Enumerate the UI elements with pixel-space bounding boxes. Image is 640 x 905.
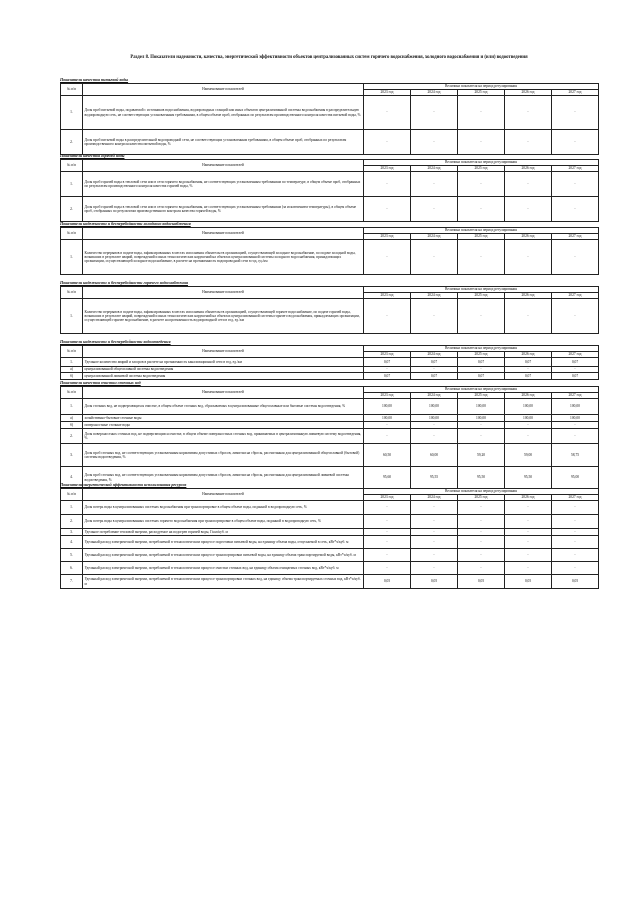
indicator-value: -	[505, 96, 552, 130]
indicator-value: -	[458, 367, 505, 373]
indicator-value: -	[552, 197, 599, 222]
indicator-value: 100,00	[364, 415, 411, 422]
header-year: 2024 год	[411, 293, 458, 299]
indicator-value: 100,00	[411, 415, 458, 422]
indicator-table	[60, 227, 599, 275]
indicator-value: 95,60	[364, 467, 411, 489]
table-row	[61, 240, 599, 275]
header-num: № п/п	[61, 160, 83, 172]
indicator-value: -	[364, 549, 411, 562]
indicator-value: -	[411, 130, 458, 155]
indicator-value: 100,00	[458, 415, 505, 422]
indicator-value: -	[411, 562, 458, 575]
header-year: 2024 год	[411, 90, 458, 96]
table-row	[61, 529, 599, 536]
indicator-value: 95,50	[505, 467, 552, 489]
header-period: Величина показателя на период регулирования	[364, 489, 599, 495]
indicator-value: -	[411, 240, 458, 275]
indicator-value: 0,07	[458, 358, 505, 367]
indicator-name: централизованной общесплавной системы водоотведения	[83, 367, 364, 373]
table-row	[61, 172, 599, 197]
table-row	[61, 422, 599, 429]
row-number: 2.	[61, 515, 83, 529]
indicator-value: -	[364, 422, 411, 429]
header-year: 2027 год	[552, 166, 599, 172]
header-year: 2023 год	[364, 293, 411, 299]
page-title: Раздел 8. Показатели надежности, качества, энергетической эффективности объектов централизованных систем горячего водоснабжения, холодного водоснабжения и (или) водоотведения	[130, 55, 528, 60]
section-title: Показатели энергетической эффективности использования ресурсов	[60, 482, 187, 487]
indicator-table	[60, 386, 599, 489]
indicator-value: -	[364, 96, 411, 130]
row-number: 2.	[61, 429, 83, 444]
indicator-value: -	[505, 172, 552, 197]
header-year: 2026 год	[505, 393, 552, 399]
indicator-value: -	[364, 299, 411, 334]
header-year: 2027 год	[552, 234, 599, 240]
indicator-value: 100,00	[552, 415, 599, 422]
header-num: № п/п	[61, 84, 83, 96]
row-number: 5.	[61, 549, 83, 562]
indicator-value: -	[411, 96, 458, 130]
indicator-value: -	[458, 422, 505, 429]
indicator-value: -	[505, 549, 552, 562]
indicator-name: Удельный расход электрической энергии, потребляемой в технологическом процессе транспортировки питьевой воды, на единицу объема транспортируемой воды, кВт*ч/куб. м	[83, 549, 364, 562]
table-row	[61, 299, 599, 334]
indicator-name: Доля проб горячей воды в тепловой сети или в сети горячего водоснабжения, не соответствующих установленным требованиям (за исключением температуры), в общем объеме проб, отобранных по результатам производственного контроля качества горячей воды, %	[83, 197, 364, 222]
indicator-value: 0,07	[458, 373, 505, 380]
header-year: 2026 год	[505, 495, 552, 501]
header-name: Наименование показателей	[83, 287, 364, 299]
table-row	[61, 444, 599, 467]
indicator-value: 0,05	[505, 575, 552, 589]
row-number: 3.	[61, 444, 83, 467]
header-year: 2023 год	[364, 166, 411, 172]
header-year: 2027 год	[552, 90, 599, 96]
header-name: Наименование показателей	[83, 228, 364, 240]
indicator-name: поверхностные сточные воды	[83, 422, 364, 429]
indicator-name: Удельный расход электрической энергии, потребляемой в технологическом процессе транспортировки сточных вод, на единицу объема транспортируемых сточных вод, кВт*ч/куб. м	[83, 575, 364, 589]
indicator-value: -	[505, 240, 552, 275]
indicator-name: Удельный расход электрической энергии, потребляемой в технологическом процессе подготовки питьевой воды, на единицу объема воды, отпускаемой в сеть, кВт*ч/куб. м	[83, 536, 364, 549]
indicator-value: 60,00	[411, 444, 458, 467]
indicator-value: -	[552, 515, 599, 529]
indicator-name: Доля проб питьевой воды, подаваемой с источников водоснабжения, водопроводных станций или иных объектов централизованной системы водоснабжения в распределительную водопроводную сеть, не соответствующих установленным требованиям, в общем объеме проб, отобранных по результатам производственного контроля качества питьевой воды, %	[83, 96, 364, 130]
row-number: б)	[61, 373, 83, 380]
indicator-value: -	[552, 96, 599, 130]
indicator-value: -	[552, 562, 599, 575]
indicator-value: 0,05	[458, 575, 505, 589]
indicator-value: 100,00	[552, 399, 599, 415]
indicator-value: 0,07	[552, 373, 599, 380]
indicator-value: -	[458, 515, 505, 529]
indicator-value: -	[458, 299, 505, 334]
header-period: Величина показателя на период регулирования	[364, 228, 599, 234]
indicator-name: Удельное количество аварий и засоров в расчете на протяженность канализационной сети в год, ед./км	[83, 358, 364, 367]
indicator-value: -	[364, 515, 411, 529]
indicator-value: 58,75	[552, 444, 599, 467]
indicator-value: -	[552, 529, 599, 536]
indicator-value: 0,07	[411, 373, 458, 380]
row-number: 2.	[61, 130, 83, 155]
table-row	[61, 549, 599, 562]
indicator-value: -	[364, 172, 411, 197]
indicator-value: -	[411, 529, 458, 536]
indicator-value: 100,00	[411, 399, 458, 415]
indicator-value: -	[505, 529, 552, 536]
indicator-value: -	[364, 240, 411, 275]
header-year: 2025 год	[458, 393, 505, 399]
indicator-value: 0,07	[552, 358, 599, 367]
indicator-value: -	[411, 299, 458, 334]
indicator-value: 60,50	[364, 444, 411, 467]
indicator-value: -	[411, 197, 458, 222]
header-year: 2025 год	[458, 352, 505, 358]
indicator-value: 100,00	[458, 399, 505, 415]
row-number: а)	[61, 415, 83, 422]
table-row	[61, 399, 599, 415]
section-title: Показатели надежности и бесперебойности горячего водоснабжения	[60, 280, 188, 285]
row-number: 2.	[61, 197, 83, 222]
table-row	[61, 562, 599, 575]
header-year: 2025 год	[458, 234, 505, 240]
header-year: 2026 год	[505, 352, 552, 358]
indicator-name: Доля сточных вод, не подвергающихся очистке, в общем объеме сточных вод, сбрасываемых в централизованные общесплавные или бытовые системы водоотведения, %	[83, 399, 364, 415]
header-period: Величина показателя на период регулирования	[364, 287, 599, 293]
header-period: Величина показателя на период регулирования	[364, 346, 599, 352]
indicator-value: 59,00	[505, 444, 552, 467]
indicator-value: -	[364, 130, 411, 155]
indicator-value: -	[552, 367, 599, 373]
header-year: 2023 год	[364, 90, 411, 96]
indicator-name: хозяйственно-бытовые сточные воды	[83, 415, 364, 422]
indicator-table	[60, 286, 599, 334]
indicator-value: 95,50	[458, 467, 505, 489]
table-row	[61, 130, 599, 155]
header-period: Величина показателя на период регулирования	[364, 160, 599, 166]
row-number: 4.	[61, 536, 83, 549]
header-year: 2025 год	[458, 495, 505, 501]
indicator-value: -	[505, 536, 552, 549]
indicator-value: -	[458, 240, 505, 275]
indicator-value: 95,55	[411, 467, 458, 489]
indicator-name: Доля потерь воды в централизованных системах горячего водоснабжения при транспортировке в общем объеме воды, поданной в водопроводную сеть, %	[83, 515, 364, 529]
row-number: 7.	[61, 575, 83, 589]
indicator-value: -	[364, 429, 411, 444]
indicator-value: -	[505, 197, 552, 222]
indicator-value: -	[364, 536, 411, 549]
row-number: 4.	[61, 467, 83, 489]
header-period: Величина показателя на период регулирования	[364, 387, 599, 393]
table-row	[61, 96, 599, 130]
row-number: 6.	[61, 562, 83, 575]
header-period: Величина показателя на период регулирования	[364, 84, 599, 90]
row-number: 1.	[61, 399, 83, 415]
indicator-value: 100,00	[364, 399, 411, 415]
indicator-value: -	[411, 172, 458, 197]
indicator-value: -	[552, 501, 599, 515]
indicator-name: Доля проб питьевой воды в распределительной водопроводной сети, не соответствующих установленным требованиям, в общем объеме проб, отобранных по результатам производственного контроля качества питьевой воды, %	[83, 130, 364, 155]
row-number: 3.	[61, 529, 83, 536]
indicator-table	[60, 488, 599, 589]
header-year: 2024 год	[411, 352, 458, 358]
header-name: Наименование показателей	[83, 84, 364, 96]
indicator-value: -	[552, 240, 599, 275]
header-year: 2023 год	[364, 393, 411, 399]
indicator-value: 0,07	[505, 373, 552, 380]
header-year: 2026 год	[505, 90, 552, 96]
indicator-value: -	[505, 501, 552, 515]
header-year: 2025 год	[458, 166, 505, 172]
header-year: 2023 год	[364, 234, 411, 240]
row-number: а)	[61, 367, 83, 373]
section-title: Показатели качества питьевой воды	[60, 77, 129, 82]
header-year: 2026 год	[505, 234, 552, 240]
indicator-value: -	[458, 429, 505, 444]
header-year: 2026 год	[505, 293, 552, 299]
header-num: № п/п	[61, 287, 83, 299]
row-number: 1.	[61, 96, 83, 130]
indicator-value: -	[505, 562, 552, 575]
indicator-value: 0,07	[364, 373, 411, 380]
section-title: Показатели надежности и бесперебойности холодного водоснабжения	[60, 221, 191, 226]
indicator-value: -	[505, 429, 552, 444]
header-num: № п/п	[61, 387, 83, 399]
indicator-value: -	[458, 501, 505, 515]
table-row	[61, 197, 599, 222]
header-year: 2025 год	[458, 90, 505, 96]
header-num: № п/п	[61, 228, 83, 240]
indicator-value: -	[411, 429, 458, 444]
indicator-value: -	[505, 130, 552, 155]
indicator-value: 0,07	[364, 358, 411, 367]
table-row	[61, 373, 599, 380]
table-row	[61, 515, 599, 529]
indicator-value: -	[411, 536, 458, 549]
indicator-value: 59,20	[458, 444, 505, 467]
header-year: 2027 год	[552, 393, 599, 399]
indicator-name: Доля потерь воды в централизованных системах водоснабжения при транспортировке в общем объеме воды, поданной в водопроводную сеть, %	[83, 501, 364, 515]
header-year: 2024 год	[411, 495, 458, 501]
indicator-value: -	[552, 549, 599, 562]
indicator-value: -	[505, 367, 552, 373]
indicator-value: -	[505, 299, 552, 334]
header-year: 2023 год	[364, 352, 411, 358]
header-year: 2027 год	[552, 495, 599, 501]
indicator-value: 0,05	[411, 575, 458, 589]
indicator-name: Доля проб горячей воды в тепловой сети или в сети горячего водоснабжения, не соответствующих установленным требованиям по температуре, в общем объеме проб, отобранных по результатам производственного контроля качества горячей воды, %	[83, 172, 364, 197]
indicator-name: Доля поверхностных сточных вод, не подвергающихся очистке, в общем объеме поверхностных сточных вод, принимаемых в централизованную ливневую систему водоотведения, %	[83, 429, 364, 444]
row-number: 1.	[61, 172, 83, 197]
section-title: Показатели качества очистки сточных вод	[60, 380, 141, 385]
row-number: 1.	[61, 358, 83, 367]
indicator-value: -	[552, 429, 599, 444]
header-year: 2023 год	[364, 495, 411, 501]
row-number: 1.	[61, 501, 83, 515]
indicator-value: -	[458, 172, 505, 197]
row-number: б)	[61, 422, 83, 429]
indicator-table	[60, 83, 599, 155]
indicator-name: Количество перерывов в подаче воды, зафиксированных в местах исполнения обязательств организацией, осуществляющей холодное водоснабжение, по подаче холодной воды, возникших в результате аварий, повреждений и иных технологических нарушений на объектах централизованной системы холодного водоснабжения, принадлежащих организации, осуществляющей холодное водоснабжение, в расчете на протяженность водопроводной сети в год, ед./км	[83, 240, 364, 275]
header-name: Наименование показателей	[83, 160, 364, 172]
section-title: Показатели надежности и бесперебойности водоотведения	[60, 339, 171, 344]
indicator-value: -	[505, 515, 552, 529]
indicator-value: -	[364, 197, 411, 222]
table-row	[61, 501, 599, 515]
indicator-name: централизованной ливневой системы водоотведения	[83, 373, 364, 380]
indicator-value: -	[364, 562, 411, 575]
indicator-value: -	[552, 422, 599, 429]
indicator-table	[60, 345, 599, 380]
header-year: 2024 год	[411, 234, 458, 240]
header-year: 2027 год	[552, 293, 599, 299]
table-row	[61, 536, 599, 549]
indicator-value: -	[458, 549, 505, 562]
indicator-table	[60, 159, 599, 222]
indicator-value: -	[458, 130, 505, 155]
table-row	[61, 575, 599, 589]
indicator-value: -	[552, 172, 599, 197]
header-num: № п/п	[61, 346, 83, 358]
header-year: 2025 год	[458, 293, 505, 299]
row-number: 1.	[61, 299, 83, 334]
header-year: 2026 год	[505, 166, 552, 172]
indicator-value: -	[411, 367, 458, 373]
indicator-value: -	[552, 536, 599, 549]
header-year: 2024 год	[411, 166, 458, 172]
indicator-name: Удельный расход электрической энергии, потребляемой в технологическом процессе очистки сточных вод, на единицу объема очищаемых сточных вод, кВт*ч/куб. м	[83, 562, 364, 575]
header-year: 2024 год	[411, 393, 458, 399]
indicator-value: -	[364, 529, 411, 536]
header-name: Наименование показателей	[83, 489, 364, 501]
header-name: Наименование показателей	[83, 387, 364, 399]
indicator-value: -	[458, 562, 505, 575]
indicator-value: 100,00	[505, 399, 552, 415]
indicator-name: Доля проб сточных вод, не соответствующих установленным нормативам допустимых сбросов, лимитам на сбросы, рассчитанная для централизованной общесплавной (бытовой) системы водоотведения, %	[83, 444, 364, 467]
indicator-value: 100,00	[505, 415, 552, 422]
indicator-value: -	[411, 422, 458, 429]
indicator-value: 0,05	[552, 575, 599, 589]
indicator-name: Доля проб сточных вод, не соответствующих установленным нормативам допустимых сбросов, лимитам на сбросы, рассчитанная для централизованной ливневой системы водоотведения, %	[83, 467, 364, 489]
indicator-value: 0,05	[364, 575, 411, 589]
indicator-value: 95,00	[552, 467, 599, 489]
indicator-value: -	[411, 515, 458, 529]
header-year: 2027 год	[552, 352, 599, 358]
indicator-value: -	[458, 529, 505, 536]
indicator-value: -	[364, 501, 411, 515]
section-title: Показатели качества горячей воды	[60, 153, 125, 158]
table-row	[61, 358, 599, 367]
indicator-value: 0,07	[505, 358, 552, 367]
indicator-name: Количество перерывов в подаче воды, зафиксированных в местах исполнения обязательств организацией, осуществляющей горячее водоснабжение, по подаче горячей воды, возникших в результате аварий, повреждений и иных технологических нарушений на объектах централизованной системы горячего водоснабжения, принадлежащих организации, осуществляющей горячее водоснабжение, в расчете на протяженность водопроводной сети в год, ед./км	[83, 299, 364, 334]
indicator-value: -	[458, 96, 505, 130]
indicator-value: -	[364, 367, 411, 373]
table-row	[61, 415, 599, 422]
indicator-value: -	[458, 536, 505, 549]
indicator-value: 0,07	[411, 358, 458, 367]
row-number: 1.	[61, 240, 83, 275]
table-row	[61, 429, 599, 444]
indicator-value: -	[411, 549, 458, 562]
indicator-value: -	[411, 501, 458, 515]
indicator-value: -	[552, 299, 599, 334]
header-name: Наименование показателей	[83, 346, 364, 358]
indicator-value: -	[458, 197, 505, 222]
indicator-value: -	[552, 130, 599, 155]
header-num: № п/п	[61, 489, 83, 501]
indicator-name: Удельное потребление тепловой энергии, расходуемое на подогрев горячей воды, Гкал/куб. м	[83, 529, 364, 536]
indicator-value: -	[505, 422, 552, 429]
